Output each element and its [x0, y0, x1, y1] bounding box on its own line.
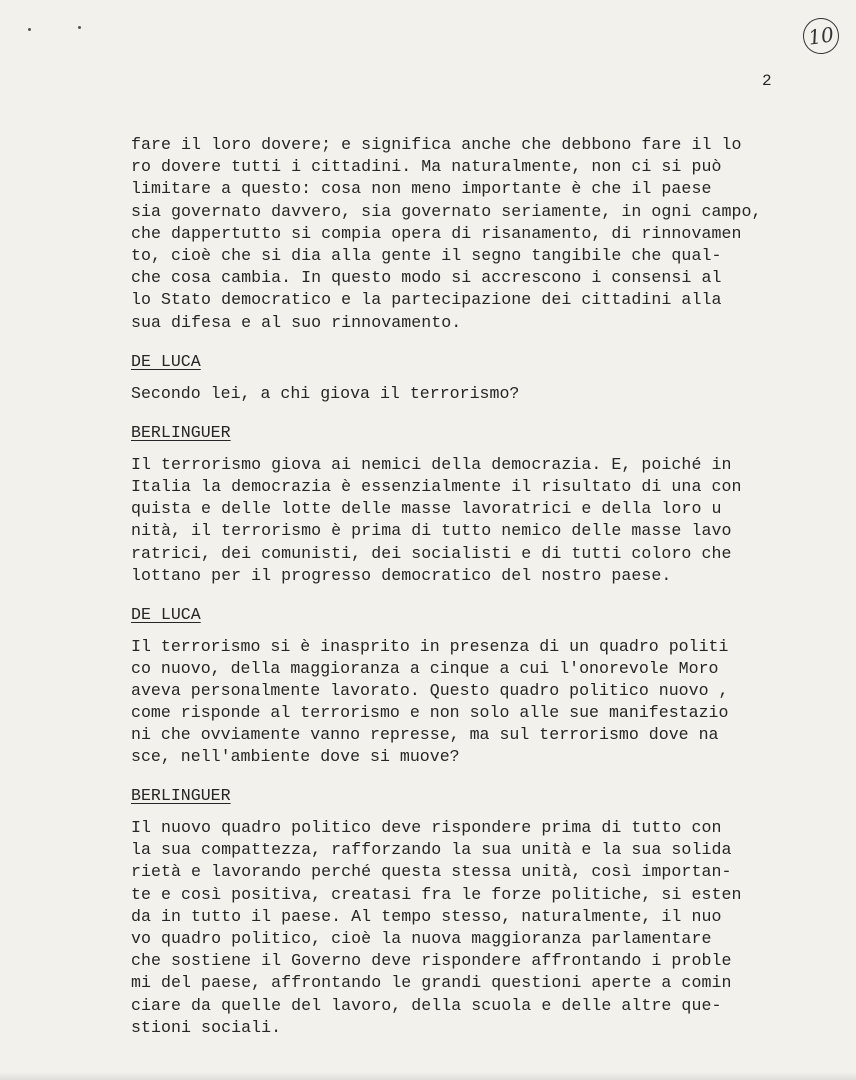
speaker-heading-block	[131, 785, 811, 807]
text-line: ni che ovviamente vanno represse, ma sul terrorismo dove na	[131, 725, 719, 745]
text-line: to, cioè che si dia alla gente il segno tangibile che qual-	[131, 246, 722, 266]
page-stamp: 10	[801, 16, 842, 57]
document-body	[131, 134, 811, 1039]
text-line: fare il loro dovere; e significa anche che debbono fare il lo	[131, 135, 742, 154]
text-line: ciare da quelle del lavoro, della scuola e delle altre que-	[131, 995, 722, 1015]
paper-speck	[28, 28, 31, 31]
text-line: te e così positiva, creatasi fra le forze politiche, si esten	[131, 884, 742, 904]
text-line: come risponde al terrorismo e non solo alle sue manifestazio	[131, 703, 729, 723]
text-line: lottano per il progresso democratico del nostro paese.	[131, 565, 672, 585]
question-paragraph	[131, 636, 811, 768]
text-line: vo quadro politico, cioè la nuova maggioranza parlamentare	[131, 929, 712, 949]
text-line: aveva personalmente lavorato. Questo quadro politico nuovo ,	[131, 681, 729, 701]
page-number: 2	[762, 72, 772, 90]
speaker-heading-block	[131, 604, 811, 626]
text-line: Il terrorismo si è inasprito in presenza di un quadro politi	[131, 637, 729, 657]
text-line: ratrici, dei comunisti, dei socialisti e di tutti coloro che	[131, 543, 732, 563]
text-line: da in tutto il paese. Al tempo stesso, naturalmente, il nuo	[131, 906, 722, 926]
speaker-heading-block	[131, 351, 811, 373]
speaker-name: BERLINGUER	[131, 786, 231, 806]
paper-speck	[78, 26, 81, 29]
text-line: lo Stato democratico e la partecipazione dei cittadini alla	[131, 290, 722, 310]
text-line: sce, nell'ambiente dove si muove?	[131, 747, 460, 767]
text-line: sua difesa e al suo rinnovamento.	[131, 312, 462, 332]
speaker-name: DE LUCA	[131, 351, 201, 371]
speaker-name: BERLINGUER	[131, 422, 231, 442]
question-paragraph	[131, 383, 811, 405]
text-line: la sua compattezza, rafforzando la sua unità e la sua solida	[131, 840, 732, 860]
page-edge-shadow	[0, 1072, 856, 1080]
text-line: co nuovo, della maggioranza a cinque a cui l'onorevole Moro	[131, 659, 719, 679]
text-line: quista e delle lotte delle masse lavoratrici e della loro u	[131, 499, 722, 519]
text-line: Il nuovo quadro politico deve rispondere prima di tutto con	[131, 818, 722, 838]
answer-paragraph	[131, 817, 811, 1039]
text-line: rietà e lavorando perché questa stessa unità, così importan-	[131, 862, 732, 882]
text-line: che dappertutto si compia opera di risanamento, di rinnovamen	[131, 223, 742, 243]
text-line: mi del paese, affrontando le grandi questioni aperte a comin	[131, 973, 732, 993]
text-line: che sostiene il Governo deve rispondere affrontando i proble	[131, 951, 732, 971]
text-line: che cosa cambia. In questo modo si accrescono i consensi al	[131, 268, 722, 288]
answer-paragraph	[131, 134, 811, 334]
speaker-heading-block	[131, 422, 811, 444]
text-line: nità, il terrorismo è prima di tutto nemico delle masse lavo	[131, 521, 732, 541]
text-line: Italia la democrazia è essenzialmente il risultato di una con	[131, 477, 742, 497]
speaker-name: DE LUCA	[131, 605, 201, 625]
text-line: ro dovere tutti i cittadini. Ma naturalmente, non ci si può	[131, 157, 722, 177]
text-line: stioni sociali.	[131, 1017, 282, 1037]
answer-paragraph	[131, 454, 811, 587]
text-line: limitare a questo: cosa non meno importante è che il paese	[131, 179, 712, 199]
text-line: Secondo lei, a chi giova il terrorismo?	[131, 383, 520, 403]
text-line: sia governato davvero, sia governato seriamente, in ogni campo,	[131, 201, 762, 221]
text-line: Il terrorismo giova ai nemici della democrazia. E, poiché in	[131, 454, 732, 474]
